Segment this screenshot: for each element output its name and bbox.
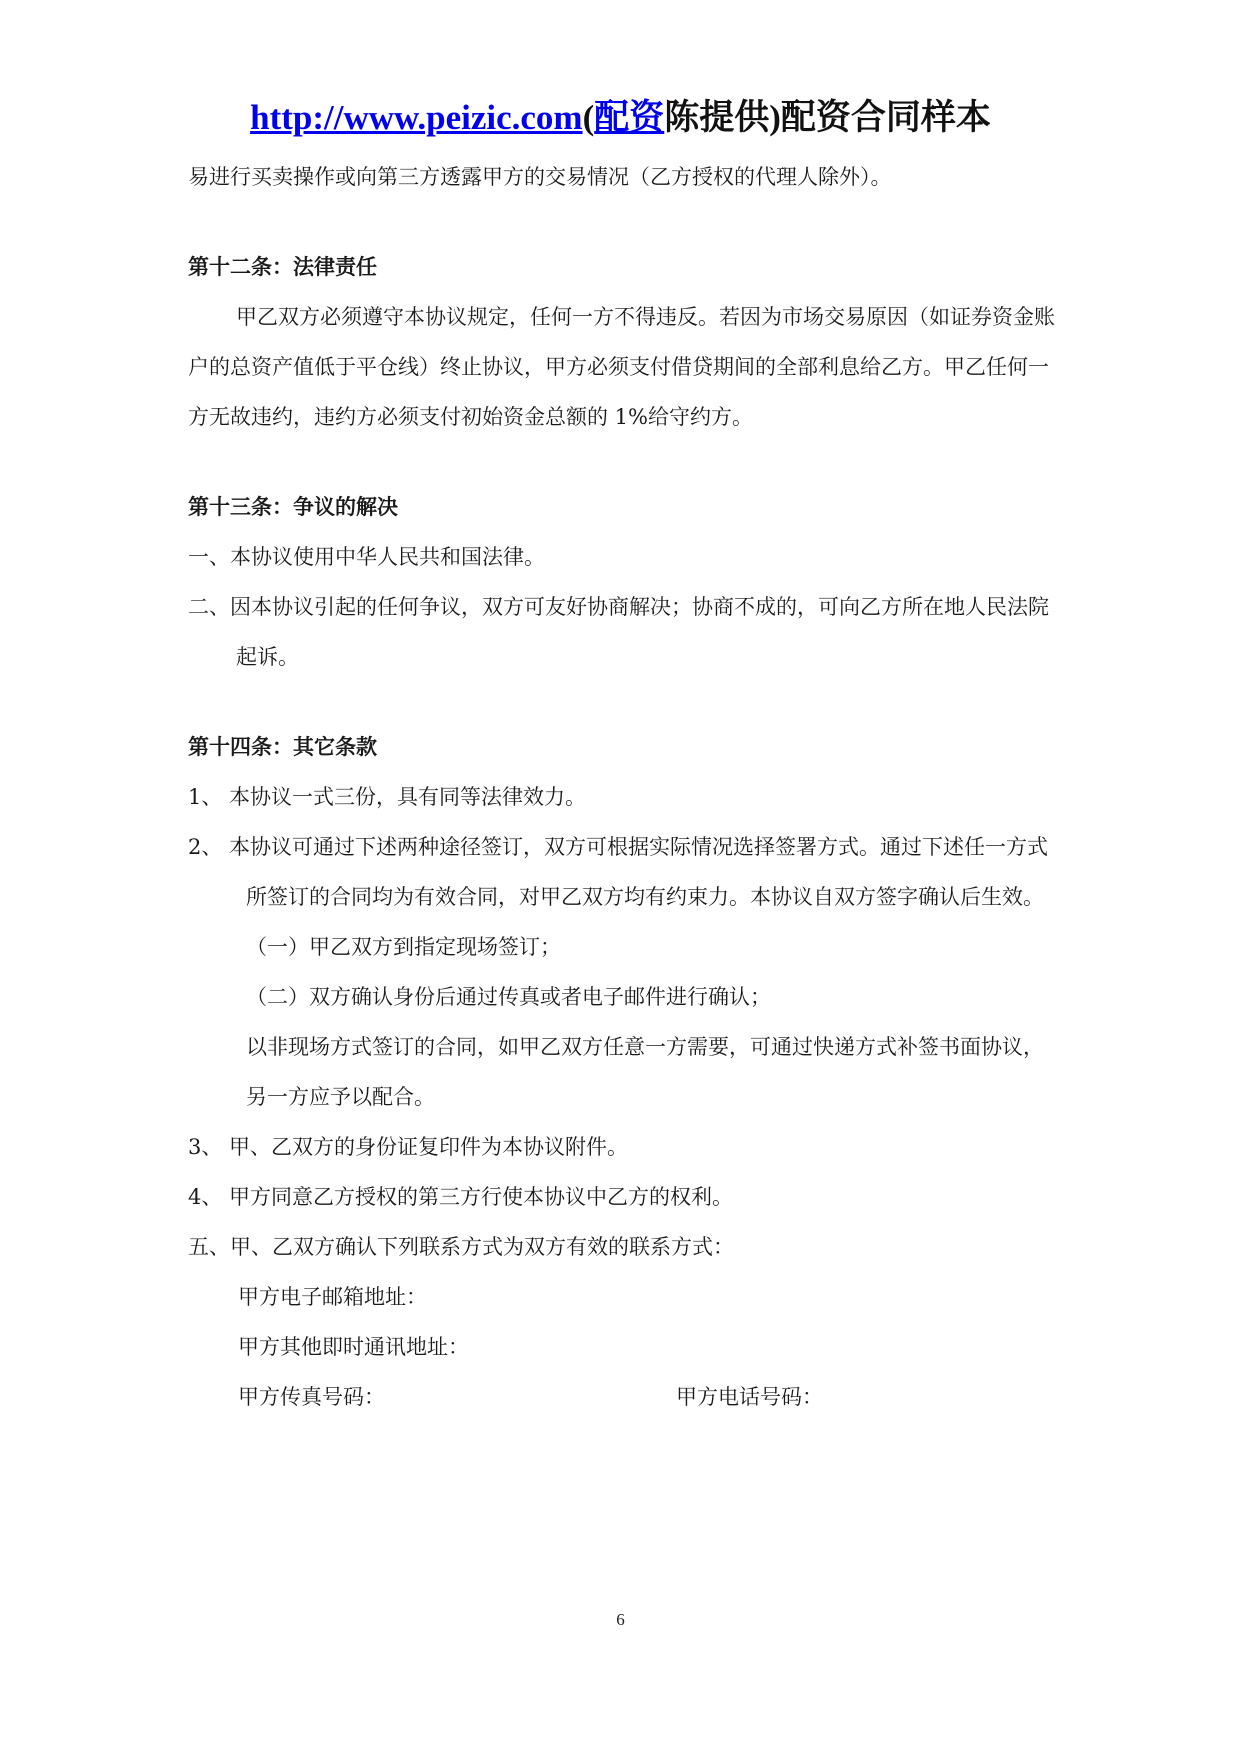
page-number: 6 xyxy=(616,1610,625,1629)
section-14-item-2-sub-2: （二）双方确认身份后通过传真或者电子邮件进行确认； xyxy=(246,985,771,1009)
header-paren: ( xyxy=(582,98,595,137)
section-13-item-1: 一、本协议使用中华人民共和国法律。 xyxy=(188,545,545,569)
section-12-title: 第十二条：法律责任 xyxy=(188,255,377,279)
section-14-item-2-sub-1: （一）甲乙双方到指定现场签订； xyxy=(246,935,561,959)
section-14-item-3: 3、 甲、乙双方的身份证复印件为本协议附件。 xyxy=(188,1135,629,1159)
continuation-text: 易进行买卖操作或向第三方透露甲方的交易情况（乙方授权的代理人除外）。 xyxy=(188,165,892,189)
header-title: 陈提供)配资合同样本 xyxy=(664,98,991,137)
contact-im: 甲方其他即时通讯地址： xyxy=(238,1335,469,1359)
site-link[interactable]: http://www.peizic.com xyxy=(250,98,583,137)
section-14-item-5: 五、甲、乙双方确认下列联系方式为双方有效的联系方式： xyxy=(188,1235,734,1259)
contact-email: 甲方电子邮箱地址： xyxy=(238,1285,427,1309)
contact-fax-phone-row xyxy=(188,1372,1060,1422)
section-13-title: 第十三条：争议的解决 xyxy=(188,495,398,519)
page-header xyxy=(0,92,1241,144)
section-14-title: 第十四条：其它条款 xyxy=(188,735,377,759)
section-14-item-2: 2、 本协议可通过下述两种途径签订，双方可根据实际情况选择签署方式。通过下述任一方式所签订的合同均为有效合同，对甲乙双方均有约束力。本协议自双方签字确认后生效。 xyxy=(188,835,1049,909)
section-14-item-2-note: 以非现场方式签订的合同，如甲乙双方任意一方需要，可通过快递方式补签书面协议，另一方应予以配合。 xyxy=(246,1035,1044,1109)
contact-fax: 甲方传真号码： xyxy=(238,1385,385,1409)
contact-phone: 甲方电话号码： xyxy=(676,1385,823,1409)
section-12-body: 甲乙双方必须遵守本协议规定，任何一方不得违反。若因为市场交易原因（如证券资金账户的总资产值低于平仓线）终止协议，甲方必须支付借贷期间的全部利息给乙方。甲乙任何一方无故违约，违约方必须支付初始资金总额的 1%给守约方。 xyxy=(188,305,1055,429)
section-14-item-4: 4、 甲方同意乙方授权的第三方行使本协议中乙方的权利。 xyxy=(188,1185,734,1209)
section-14-item-1: 1、 本协议一式三份，具有同等法律效力。 xyxy=(188,785,587,809)
document-body xyxy=(188,152,1060,1422)
section-13-item-2: 二、因本协议引起的任何争议，双方可友好协商解决；协商不成的，可向乙方所在地人民法院起诉。 xyxy=(188,595,1049,669)
peizi-link[interactable]: 配资 xyxy=(594,98,665,137)
